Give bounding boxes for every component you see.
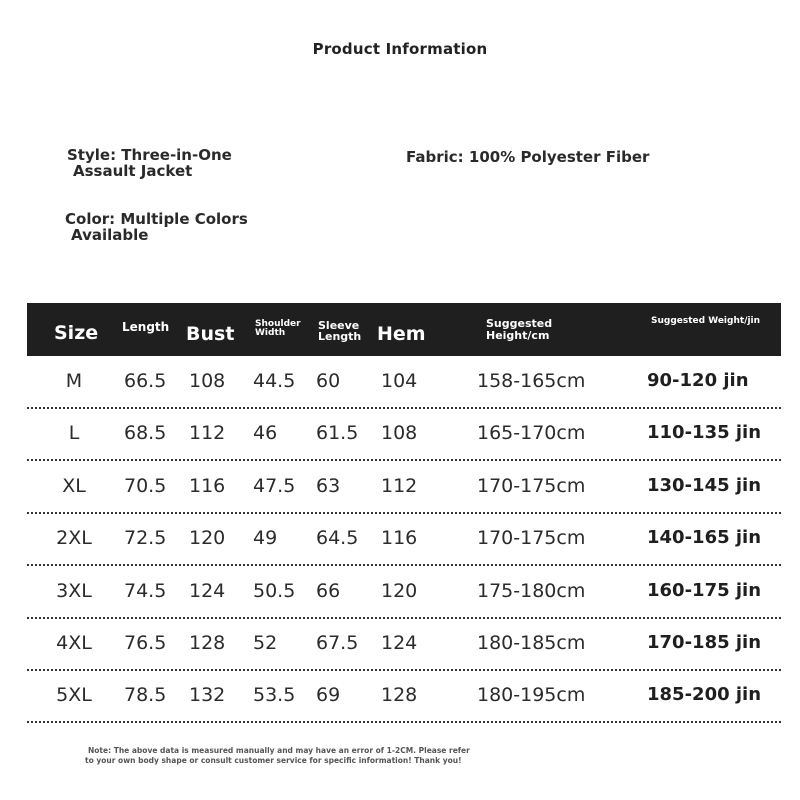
cell-shoulder: 47.5 (253, 475, 296, 497)
color-line1: Color: Multiple Colors (65, 210, 248, 228)
cell-weight: 185-200 jin (647, 684, 762, 705)
cell-shoulder: 44.5 (253, 370, 296, 392)
table-row (27, 409, 781, 461)
cell-size: M (65, 370, 83, 392)
cell-sleeve: 61.5 (316, 422, 359, 444)
header-size: Size (54, 322, 99, 344)
cell-height: 180-195cm (477, 684, 586, 706)
size-table-header (27, 303, 781, 356)
header-sleeve-line2: Length (318, 330, 362, 343)
header-height-line2: Height/cm (486, 329, 550, 342)
cell-bust: 112 (189, 422, 226, 444)
header-sleeve-length (315, 320, 361, 342)
cell-bust: 128 (189, 632, 226, 654)
cell-sleeve: 63 (316, 475, 341, 497)
cell-size: 2XL (56, 527, 92, 549)
cell-shoulder: 46 (253, 422, 278, 444)
cell-size: XL (62, 475, 86, 497)
cell-weight: 90-120 jin (647, 370, 749, 391)
cell-sleeve: 69 (316, 684, 341, 706)
header-bust: Bust (186, 323, 235, 345)
cell-height: 170-175cm (477, 527, 586, 549)
cell-size: 4XL (56, 632, 92, 654)
header-shoulder-width (252, 320, 301, 338)
cell-bust: 108 (189, 370, 226, 392)
cell-weight: 130-145 jin (647, 475, 762, 496)
header-suggested-weight: Suggested Weight/jin (651, 316, 761, 326)
cell-hem: 104 (381, 370, 418, 392)
cell-bust: 120 (189, 527, 226, 549)
cell-height: 165-170cm (477, 422, 586, 444)
cell-bust: 132 (189, 684, 226, 706)
color-info (65, 211, 248, 243)
style-line2: Assault Jacket (73, 162, 193, 180)
page-title: Product Information (312, 40, 488, 58)
cell-sleeve: 66 (316, 580, 341, 602)
style-info (67, 147, 232, 179)
cell-sleeve: 64.5 (316, 527, 359, 549)
measurement-note (85, 746, 470, 766)
cell-sleeve: 67.5 (316, 632, 359, 654)
header-shoulder-line1: Shoulder (255, 319, 301, 329)
cell-length: 78.5 (124, 684, 167, 706)
cell-bust: 116 (189, 475, 226, 497)
cell-weight: 140-165 jin (647, 527, 762, 548)
cell-length: 66.5 (124, 370, 167, 392)
cell-length: 68.5 (124, 422, 167, 444)
cell-weight: 160-175 jin (647, 580, 762, 601)
cell-height: 180-185cm (477, 632, 586, 654)
color-line2: Available (71, 226, 149, 244)
cell-height: 170-175cm (477, 475, 586, 497)
cell-length: 72.5 (124, 527, 167, 549)
fabric-info: Fabric: 100% Polyester Fiber (406, 148, 650, 166)
cell-hem: 116 (381, 527, 418, 549)
header-length: Length (122, 320, 170, 334)
cell-weight: 110-135 jin (647, 422, 762, 443)
cell-shoulder: 50.5 (253, 580, 296, 602)
cell-size: 5XL (56, 684, 92, 706)
header-suggested-height (482, 318, 552, 342)
cell-shoulder: 49 (253, 527, 278, 549)
cell-shoulder: 53.5 (253, 684, 296, 706)
cell-weight: 170-185 jin (647, 632, 762, 653)
cell-height: 158-165cm (477, 370, 586, 392)
cell-size: 3XL (56, 580, 92, 602)
cell-shoulder: 52 (253, 632, 278, 654)
header-hem: Hem (377, 323, 426, 345)
note-line2: to your own body shape or consult customer service for specific information! Thank you! (85, 756, 462, 765)
table-row (27, 619, 781, 671)
cell-length: 76.5 (124, 632, 167, 654)
table-row (27, 357, 781, 409)
cell-bust: 124 (189, 580, 226, 602)
note-line1: Note: The above data is measured manually and may have an error of 1-2CM. Please refer (88, 746, 470, 755)
style-line1: Style: Three-in-One (67, 146, 232, 164)
header-height-line1: Suggested (486, 317, 553, 330)
table-row (27, 514, 781, 566)
cell-hem: 108 (381, 422, 418, 444)
header-shoulder-line2: Width (255, 328, 286, 338)
cell-height: 175-180cm (477, 580, 586, 602)
cell-hem: 128 (381, 684, 418, 706)
header-sleeve-line1: Sleeve (318, 319, 360, 332)
cell-length: 74.5 (124, 580, 167, 602)
cell-hem: 112 (381, 475, 418, 497)
table-row (27, 462, 781, 514)
cell-hem: 124 (381, 632, 418, 654)
table-row (27, 567, 781, 619)
cell-length: 70.5 (124, 475, 167, 497)
cell-sleeve: 60 (316, 370, 341, 392)
cell-size: L (68, 422, 80, 444)
cell-hem: 120 (381, 580, 418, 602)
table-row (27, 671, 781, 723)
